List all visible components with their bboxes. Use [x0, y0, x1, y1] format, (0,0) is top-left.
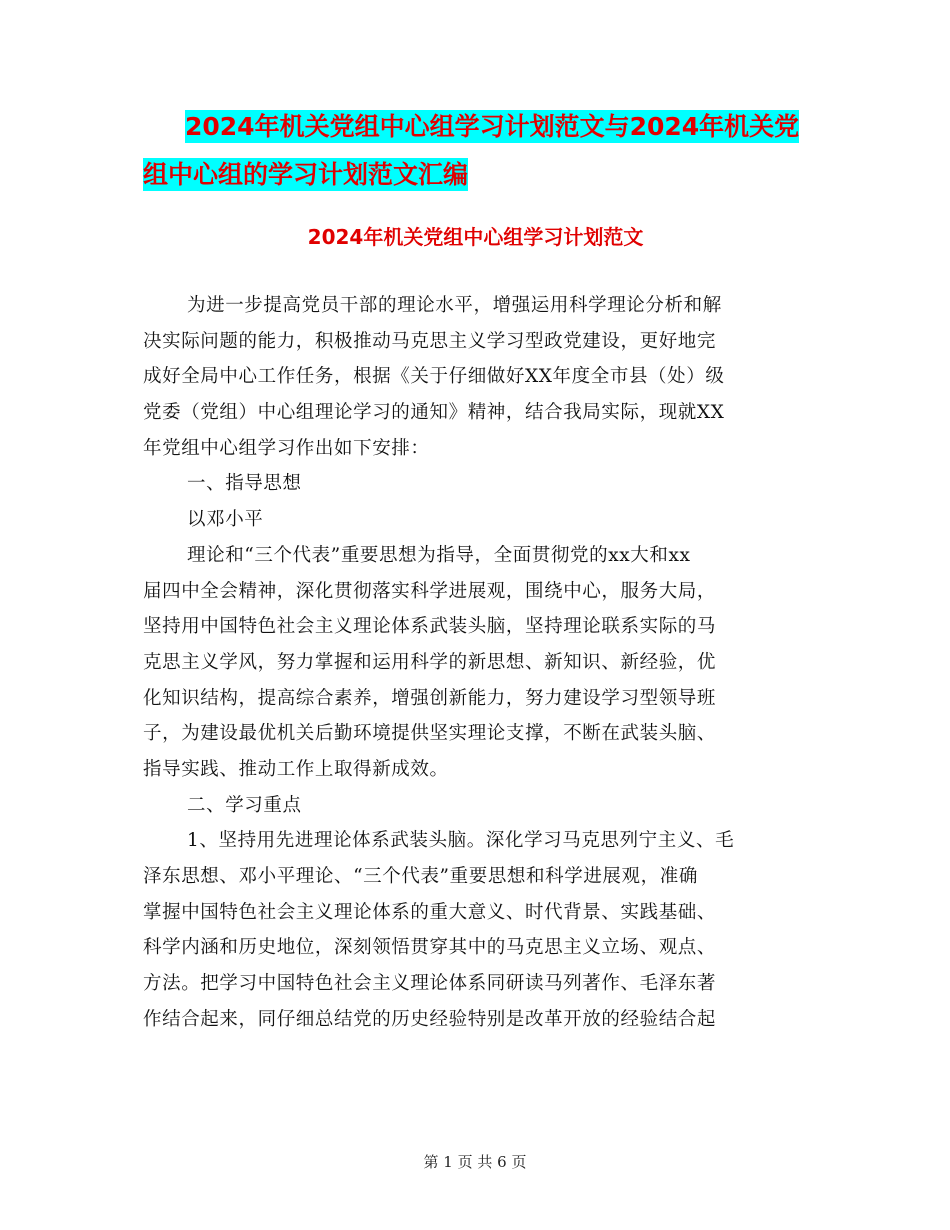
section-heading: 二、学习重点 — [187, 794, 302, 816]
document-title-line-1: 2024年机关党组中心组学习计划范文与2024年机关党 — [185, 112, 800, 141]
paragraph-line: 科学内涵和历史地位，深刻领悟贯穿其中的马克思主义立场、观点、 — [143, 937, 717, 959]
paragraph-line: 党委（党组）中心组理论学习的通知》精神，结合我局实际，现就XX — [143, 402, 725, 424]
paragraph-line: 作结合起来，同仔细总结党的历史经验特别是改革开放的经验结合起 — [143, 1008, 717, 1030]
paragraph-line: 泽东思想、邓小平理论、“三个代表”重要思想和科学进展观，准确 — [143, 866, 698, 887]
document-body — [143, 288, 808, 1037]
paragraph-line: 成好全局中心工作任务，根据《关于仔细做好XX年度全市县（处）级 — [143, 366, 725, 388]
paragraph-line: 理论和“三个代表”重要思想为指导，全面贯彻党的xx大和xx — [187, 544, 691, 566]
paragraph-line: 决实际问题的能力，积极推动马克思主义学习型政党建设，更好地完 — [143, 330, 717, 352]
paragraph-line: 坚持用中国特色社会主义理论体系武装头脑，坚持理论联系实际的马 — [143, 616, 717, 638]
document-title — [143, 108, 813, 194]
section-heading: 一、指导思想 — [187, 473, 302, 495]
paragraph-line: 掌握中国特色社会主义理论体系的重大意义、时代背景、实践基础、 — [143, 901, 717, 923]
paragraph-line: 以邓小平 — [187, 509, 264, 531]
paragraph-line: 为进一步提高党员干部的理论水平，增强运用科学理论分析和解 — [187, 295, 722, 316]
paragraph-line: 化知识结构，提高综合素养，增强创新能力，努力建设学习型领导班 — [143, 687, 717, 709]
paragraph-line: 子，为建设最优机关后勤环境提供坚实理论支撑，不断在武装头脑、 — [143, 723, 717, 745]
page-footer: 第 1 页 共 6 页 — [423, 1153, 527, 1171]
paragraph-line: 年党组中心组学习作出如下安排： — [143, 437, 430, 459]
paragraph-line: 指导实践、推动工作上取得新成效。 — [143, 758, 449, 780]
document-title-line-2: 组中心组的学习计划范文汇编 — [143, 160, 469, 189]
section-title: 2024年机关党组中心组学习计划范文 — [307, 225, 644, 249]
paragraph-line: 方法。把学习中国特色社会主义理论体系同研读马列著作、毛泽东著 — [143, 973, 717, 995]
paragraph-line: 1、坚持用先进理论体系武装头脑。深化学习马克思列宁主义、毛 — [187, 830, 735, 852]
paragraph-line: 届四中全会精神，深化贯彻落实科学进展观，围绕中心，服务大局， — [143, 580, 717, 602]
paragraph-line: 克思主义学风，努力掌握和运用科学的新思想、新知识、新经验，优 — [143, 651, 717, 673]
